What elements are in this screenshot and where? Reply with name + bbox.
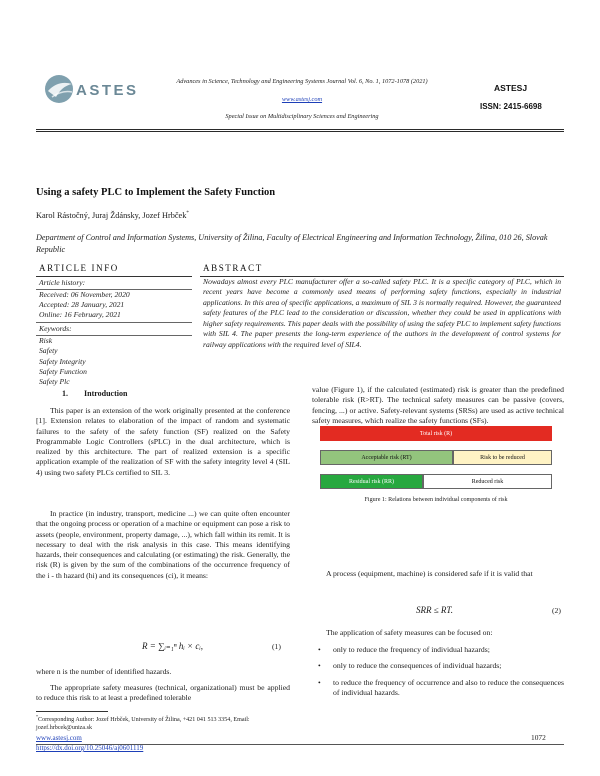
received-date: Received: 06 November, 2020 [39, 290, 130, 299]
list-item: • only to reduce the consequences of individual hazards; [312, 661, 564, 671]
intro-paragraph-3: where n is the number of identified hazards. [36, 667, 172, 676]
intro-paragraph-4: The appropriate safety measures (technical, organizational) must be applied to reduce this risk to at least a predefined tolerable [36, 683, 290, 703]
footer-journal-link[interactable]: www.astesj.com [36, 734, 82, 742]
keywords-rule [36, 322, 192, 323]
keyword-item: Safety Plc [39, 377, 70, 387]
article-info-heading: ARTICLE INFO [39, 263, 119, 273]
residual-risk-bar [320, 474, 423, 489]
affiliation: Department of Control and Information Systems, University of Žilina, Faculty of Electrical Engineering and Information Technology, Žilina, 010 26, Slovak Republic [36, 233, 548, 254]
keyword-item: Safety [39, 346, 58, 356]
abstract-heading: ABSTRACT [203, 263, 263, 273]
corresponding-author-note: *Corresponding Author: Jozef Hrbček, University of Žilina, +421 041 513 3354, Email: jozef.hrbcek@uniza.sk [36, 714, 250, 732]
intro-heading-text: Introduction [84, 389, 128, 398]
header-divider-bottom [36, 131, 564, 132]
journal-issn: ISSN: 2415-6698 [480, 102, 542, 111]
corresponding-mark: * [186, 211, 189, 217]
article-info-rule [36, 276, 192, 277]
figure-1-caption: Figure 1: Relations between individual components of risk [364, 497, 508, 503]
total-risk-label: Total risk (R) [419, 430, 453, 437]
intro-paragraph-2: In practice (in industry, transport, medicine ...) we can quite often encounter that the ongoing process or operation of a machine or equipment can pose a risk to assets (people, environment, property damage, ...), which fall within its remit. It is necessary to deal with the risk analysis in this case. This means identifying hazards, their consequences and calculating (or estimating) the risk. Generally, the risk (R) is given by the sum of the combinations of the occurrence frequency of the i - th hazard (hi) and its consequences (ci), it means: [36, 509, 290, 580]
authors [36, 211, 189, 220]
corresponding-author-text: Corresponding Author: Jozef Hrbček, University of Žilina, +421 041 513 3354, Email: jozef.hrbcek@uniza.sk [36, 717, 250, 732]
paper-title: Using a safety PLC to Implement the Safety Function [36, 187, 276, 198]
intro-heading-number: 1. [62, 389, 68, 398]
footer-doi-link[interactable]: https://dx.doi.org/10.25046/aj0601119 [36, 744, 144, 752]
acceptable-risk-label: Acceptable risk (RT) [361, 454, 412, 461]
list-item: • to reduce the frequency of occurrence and also to reduce the consequences of individual hazards. [312, 678, 564, 699]
equation-1: R = ∑ᵢ₌₁ⁿ hᵢ × cᵢ, [142, 641, 204, 651]
journal-citation: Advances in Science, Technology and Engineering Systems Journal Vol. 6, No. 1, 1072-1078 (2021) [176, 78, 428, 85]
intro-paragraph-5: value (Figure 1), if the calculated (estimated) risk is greater than the predefined tolerable risk (R>RT). The technical safety measures can be passive (covers, fencing, ...) or active. Safety-relevant systems (SRSs) are used as active technical safety measures, which realize the safety functions (SFs). [312, 385, 564, 425]
keyword-item: Safety Integrity [39, 356, 86, 366]
history-label: Article history: [39, 278, 86, 287]
online-date: Online: 16 February, 2021 [39, 310, 121, 319]
list-item: • only to reduce the frequency of individual hazards; [312, 645, 564, 655]
journal-url-link[interactable]: www.astesj.com [281, 96, 323, 103]
authors-names: Karol Rástočný, Juraj Ždánsky, Jozef Hrbček [36, 211, 187, 220]
risk-to-reduce-label: Risk to be reduced [480, 454, 525, 461]
safety-measures-list [312, 645, 564, 704]
special-issue: Special Issue on Multidisciplinary Sciences and Engineering [225, 113, 379, 120]
header-divider-top [36, 129, 564, 130]
equation-1-number: (1) [272, 642, 281, 651]
risk-to-reduce-bar [453, 450, 552, 465]
keyword-item: Safety Function [39, 366, 87, 376]
figure-1 [320, 426, 552, 566]
journal-brand: ASTESJ [494, 83, 528, 93]
intro-paragraph-1: This paper is an extension of the work originally presented at the conference [1]. Extension relates to elaboration of the impact of random and systematic failures to the safety of the safety function (SF) realized on the Safety Programmable Logic Controllers (sPLC) in the dual architecture, which is realized by this architecture. The part of realized extension is a specific application example of the realization of SF with the safety integrity level 4 (SIL 4) using two safety PLCs certified to SIL 3. [36, 406, 290, 477]
total-risk-bar [320, 426, 552, 441]
page-number: 1072 [531, 733, 546, 742]
intro-paragraph-6: A process (equipment, machine) is considered safe if it is valid that [326, 569, 533, 578]
accepted-date: Accepted: 28 January, 2021 [39, 300, 125, 309]
logo-text: ASTES [76, 82, 139, 99]
keyword-item: Risk [39, 336, 53, 345]
acceptable-risk-bar [320, 450, 453, 465]
article-info-section [36, 263, 192, 387]
abstract-text: Nowadays almost every PLC manufacturer offer a so-called safety PLC. It is a specific category of PLC, which in recent years have become a commonly used means of performing safety functions, especially in industrial applications. In this area of specific applications, a maximum of SIL 3 is normally required. However, the guaranteed safety features of the PLC lead to the consideration or discussion, whether they could be used in applications with higher safety requirements. This paper deals with the possibility of using the safety PLC to implement safety functions with SIL 4. The paper presents the long-term experience of the authors in the development of control systems for railway applications with the required level of SIL4. [203, 277, 561, 349]
equation-2-number: (2) [552, 606, 561, 615]
residual-risk-label: Residual risk (RR) [349, 478, 394, 485]
journal-logo [42, 70, 142, 108]
keywords-list [39, 336, 87, 387]
footnote-rule [36, 711, 108, 712]
intro-paragraph-7: The application of safety measures can be focused on: [326, 628, 493, 637]
keywords-label: Keywords: [39, 324, 72, 333]
intro-heading [62, 389, 127, 398]
equation-2: SRR ≤ RT. [416, 605, 454, 615]
reduced-risk-label: Reduced risk [471, 478, 504, 485]
reduced-risk-bar [423, 474, 552, 489]
